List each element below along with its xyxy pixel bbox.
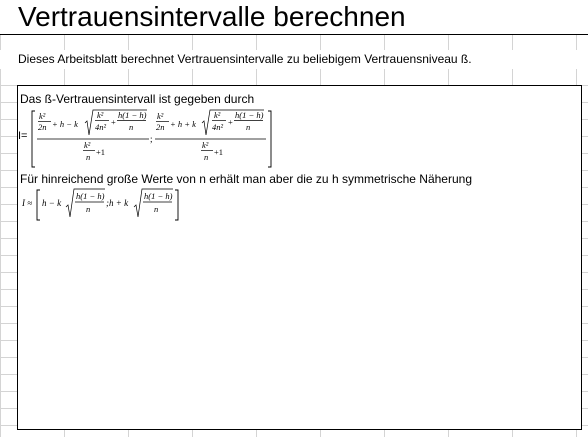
description-row	[0, 50, 588, 69]
approx-left-bracket	[37, 190, 40, 220]
title-row	[0, 0, 588, 35]
sheet-title: Vertrauensintervalle berechnen	[18, 1, 406, 32]
semicolon: ;	[150, 134, 153, 144]
sheet-description: Dieses Arbeitsblatt berechnet Vertrauensintervalle zu beliebigem Vertrauensniveau ß.	[18, 52, 472, 66]
plus-one-label: +1	[96, 147, 106, 157]
right-bracket	[268, 111, 271, 167]
approx-h-plus-k: ;h + k	[106, 198, 129, 208]
h1mh-label: h(1 − h)	[118, 110, 147, 120]
k2-denom-right-label: k²	[202, 140, 209, 150]
h-minus-k-label: + h − k	[52, 119, 78, 129]
k2-inner-right-label: k²	[214, 110, 221, 120]
k2-right-label: k²	[157, 111, 164, 121]
plus-one-right-label: +1	[214, 147, 224, 157]
approx-h-minus-k: h − k	[42, 198, 62, 208]
n-label: n	[129, 122, 134, 132]
four-n2-label: 4n²	[95, 122, 107, 132]
approx-n-right: n	[154, 204, 159, 214]
two-n-label: 2n	[38, 122, 47, 132]
h-plus-k-label: + h + k	[170, 119, 196, 129]
plus-sign-right: +	[228, 117, 233, 127]
left-bracket	[32, 111, 35, 167]
intro-text: Das ß-Vertrauensintervall ist gegeben durch	[20, 92, 255, 106]
approx-h1mh-left: h(1 − h)	[76, 191, 105, 201]
approx-right-bracket	[175, 190, 178, 220]
approximation-text: Für hinreichend große Werte von n erhält man aber die zu h symmetrische Näherung	[20, 172, 472, 186]
two-n-right-label: 2n	[156, 122, 165, 132]
approx-interval-formula	[20, 187, 180, 223]
k2-label: k²	[39, 111, 46, 121]
h1mh-right-label: h(1 − h)	[235, 110, 264, 120]
plus-sign: +	[111, 117, 116, 127]
approx-h1mh-right: h(1 − h)	[144, 191, 173, 201]
n-right-label: n	[246, 122, 251, 132]
four-n2-right-label: 4n²	[212, 122, 224, 132]
k2-denom-label: k²	[84, 140, 91, 150]
k2-inner-label: k²	[97, 110, 104, 120]
approx-lhs: I ≈	[22, 198, 33, 208]
approx-n-left: n	[86, 204, 91, 214]
n-denom-label: n	[86, 152, 91, 162]
formula-lhs: I=	[18, 130, 28, 142]
exact-interval-formula	[18, 108, 278, 170]
n-denom-right-label: n	[204, 152, 209, 162]
formula-textbox[interactable]	[17, 85, 582, 430]
